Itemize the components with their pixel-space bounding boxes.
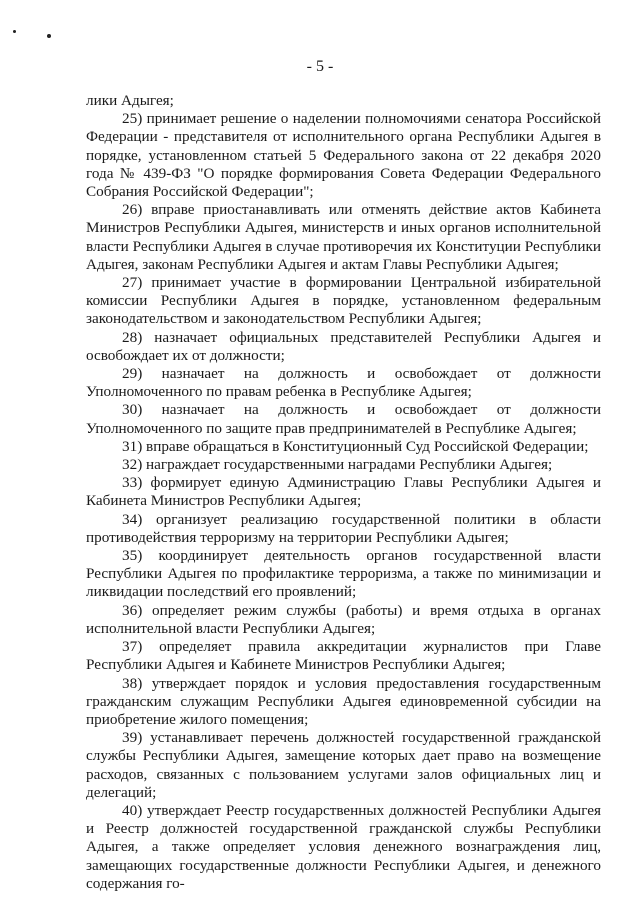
paragraph-item-34: 34) организует реализацию государственной политики в области противодействия терроризму на территории Республики Адыгея;	[86, 510, 601, 546]
paragraph-item-25: 25) принимает решение о наделении полномочиями сенатора Российской Федерации - представителя от исполнительного органа Республики Адыгея в порядке, установленном статьей 5 Федерального закона от 22 декабря 2020 года № 439-ФЗ "О порядке формирования Совета Федерации Федерального Собрания Российской Федерации";	[86, 110, 601, 201]
scan-mark	[47, 34, 51, 38]
paragraph-item-39: 39) устанавливает перечень должностей государственной гражданской службы Республики Адыгея, замещение которых дает право на возмещение расходов, связанных с пользованием услугами залов официальных лиц и делегаций;	[86, 729, 601, 801]
paragraph-item-37: 37) определяет правила аккредитации журналистов при Главе Республики Адыгея и Кабинете Министров Республики Адыгея;	[86, 638, 601, 674]
paragraph-item-35: 35) координирует деятельность органов государственной власти Республики Адыгея по профилактике терроризма, а также по минимизации и ликвидации последствий его проявлений;	[86, 547, 601, 601]
paragraph-item-40: 40) утверждает Реестр государственных должностей Республики Адыгея и Реестр должностей государственной гражданской службы Республики Адыгея, а также определяет условия денежного вознаграждения лиц, замещающих государственные должности Республики Адыгея, и денежного содержания го-	[86, 801, 601, 892]
paragraph-item-33: 33) формирует единую Администрацию Главы Республики Адыгея и Кабинета Министров Республики Адыгея;	[86, 474, 601, 510]
page-number: - 5 -	[306, 58, 334, 75]
paragraph-item-38: 38) утверждает порядок и условия предоставления государственным гражданским служащим Республики Адыгея единовременной субсидии на приобретение жилого помещения;	[86, 674, 601, 728]
paragraph-continuation: лики Адыгея;	[86, 92, 174, 109]
paragraph-item-27: 27) принимает участие в формировании Центральной избирательной комиссии Республики Адыгея в порядке, установленном федеральным законодательством и законодательством Республики Адыгея;	[86, 274, 601, 328]
paragraph-item-32: 32) награждает государственными наградами Республики Адыгея;	[122, 456, 553, 474]
paragraph-item-26: 26) вправе приостанавливать или отменять действие актов Кабинета Министров Республики Адыгея, министерств и иных органов исполнительной власти Республики Адыгея в случае противоречия их Конституции Республики Адыгея, законам Республики Адыгея и актам Главы Республики Адыгея;	[86, 201, 601, 273]
paragraph-item-36: 36) определяет режим службы (работы) и время отдыха в органах исполнительной власти Республики Адыгея;	[86, 601, 601, 637]
paragraph-item-28: 28) назначает официальных представителей Республики Адыгея и освобождает их от должности;	[86, 328, 601, 364]
document-body	[86, 92, 601, 893]
paragraph-item-30: 30) назначает на должность и освобождает от должности Уполномоченного по защите прав предпринимателей в Республике Адыгея;	[86, 401, 601, 437]
paragraph-item-31: 31) вправе обращаться в Конституционный Суд Российской Федерации;	[122, 437, 589, 455]
scan-mark	[13, 30, 16, 33]
paragraph-item-29: 29) назначает на должность и освобождает от должности Уполномоченного по правам ребенка в Республике Адыгея;	[86, 365, 601, 401]
